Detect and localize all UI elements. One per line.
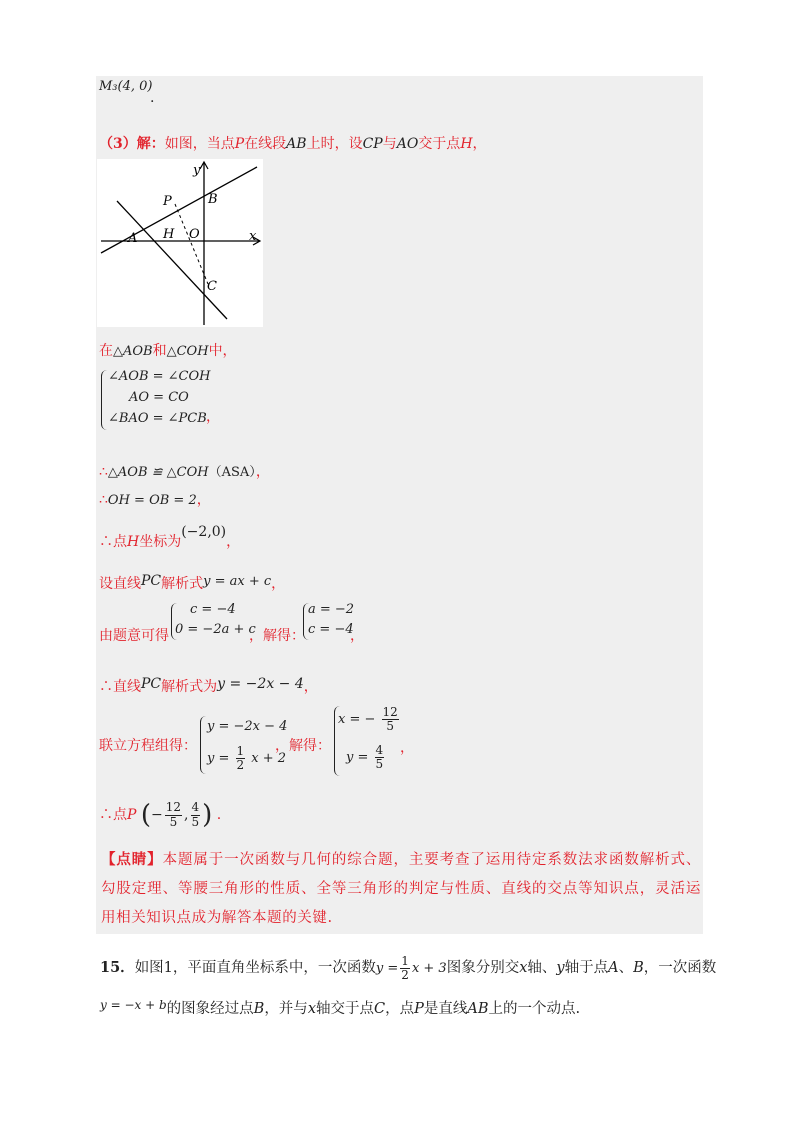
joint-solve: ，解得： bbox=[275, 738, 331, 754]
fromcond-eq1: c = −4 bbox=[190, 602, 236, 617]
problem15-text3: 轴、 bbox=[527, 960, 557, 977]
pcoord-frac2 bbox=[191, 801, 201, 828]
problem15-expr-post: x + 3 bbox=[411, 961, 447, 977]
pcline-line bbox=[99, 676, 318, 696]
setline-pc: PC bbox=[141, 573, 162, 589]
part3-text5: 交于点 bbox=[418, 136, 461, 152]
problem15-text4: 轴于点 bbox=[564, 960, 609, 977]
problem15-x: x bbox=[519, 960, 528, 977]
problem15-text6: 的图象经过点 bbox=[166, 1001, 254, 1017]
system1-eq1: ∠AOB = ∠COH bbox=[108, 369, 211, 384]
problem15-y: y bbox=[556, 960, 565, 977]
pcoord-therefore: ∴ bbox=[99, 807, 113, 823]
problem15-text10: 是直线 bbox=[423, 1001, 468, 1017]
fromcond-eq2: 0 = −2a + c bbox=[175, 622, 256, 637]
part3-intro bbox=[99, 133, 487, 153]
tri-pre: 在 bbox=[99, 343, 113, 359]
pcline-therefore: ∴ bbox=[99, 679, 113, 695]
fromcond-sol2: c = −4 bbox=[308, 622, 354, 637]
label-x: x bbox=[249, 229, 257, 244]
part3-p: P bbox=[234, 136, 245, 152]
congruent-expr: △AOB ≌ △COH bbox=[107, 465, 209, 480]
problem15-b2: B bbox=[253, 1001, 265, 1017]
comment-paragraph bbox=[101, 845, 701, 933]
problem15-ab: AB bbox=[467, 1001, 489, 1017]
system1-brace bbox=[101, 370, 108, 430]
tri-mid: 和 bbox=[152, 343, 167, 359]
setline-line bbox=[99, 573, 285, 593]
joint-sol1 bbox=[338, 706, 401, 733]
line-ac bbox=[117, 201, 227, 319]
problem15-c: C bbox=[374, 1001, 386, 1017]
hcoord-coord: (−2,0) bbox=[181, 524, 227, 540]
geometry-figure bbox=[97, 159, 263, 327]
problem15-expr: y = $\frac{1}{2}$ x + 3 bbox=[375, 954, 447, 983]
hcoord-end: ， bbox=[226, 534, 241, 550]
pcline-text2: 解析式为 bbox=[161, 679, 218, 695]
pcoord-den1: 5 bbox=[169, 814, 178, 829]
fromcond-solve: ，解得： bbox=[249, 628, 305, 644]
tri-post: 中， bbox=[208, 343, 237, 359]
pcoord-num1: 12 bbox=[165, 800, 182, 815]
setline-end: ， bbox=[271, 576, 286, 592]
hcoord-therefore: ∴ bbox=[99, 534, 113, 550]
problem15-text9: ，点 bbox=[385, 1001, 415, 1017]
hcoord-text2: 坐标为 bbox=[139, 534, 182, 550]
joint-sol2-den: 5 bbox=[375, 757, 384, 772]
m3-text: M₃(4, 0) bbox=[99, 79, 153, 94]
joint-brace1 bbox=[200, 716, 206, 774]
problem15-text2: 图象分别交 bbox=[446, 960, 520, 977]
fromcond-end: ， bbox=[350, 628, 364, 644]
problem15-frac-den: 2 bbox=[401, 968, 409, 983]
pcline-end: ， bbox=[303, 679, 318, 695]
problem15-frac-num: 1 bbox=[401, 954, 409, 968]
pcoord-value: (− $\frac{12}{5}$ , $\frac{4}{5}$ ) bbox=[140, 800, 213, 830]
part3-end: ， bbox=[472, 136, 487, 152]
problem15-line2 bbox=[100, 997, 704, 1018]
part3-text2: 在线段 bbox=[244, 136, 287, 152]
fromcond-sol1: a = −2 bbox=[308, 602, 355, 617]
joint-sol1-pre: x = − bbox=[338, 712, 376, 728]
congruent-line bbox=[99, 461, 270, 481]
fromcond-text: 由题意可得 bbox=[99, 628, 169, 644]
pcline-pc: PC bbox=[141, 676, 162, 692]
setline-text2: 解析式 bbox=[161, 576, 204, 592]
system1-eq2: AO = CO bbox=[129, 390, 189, 405]
joint-sol2-pre: y = bbox=[346, 750, 369, 766]
pcoord-rparen: ) bbox=[202, 800, 213, 830]
pcoord-frac1 bbox=[165, 801, 182, 828]
joint-eq2-post: x + 2 bbox=[251, 751, 287, 767]
joint-eq2-den: 2 bbox=[236, 758, 245, 773]
label-c: C bbox=[207, 279, 217, 294]
problem15-text1: 如图1，平面直角坐标系中，一次函数 bbox=[134, 960, 376, 977]
pcoord-lparen: ( bbox=[140, 800, 152, 830]
problem15-a: A bbox=[608, 960, 619, 977]
problem15-line2-expr: y = −x + b bbox=[100, 998, 167, 1012]
label-a: A bbox=[128, 231, 138, 246]
geometry-svg bbox=[97, 159, 263, 327]
problem15-line1 bbox=[100, 954, 717, 983]
comment-text: 本题属于一次函数与几何的综合题，主要考查了运用待定系数法求函数解析式、勾股定理、等腰三角形的性质、全等三角形的判定与性质、直线的交点等知识点，灵活运用相关知识点成为解答本题的关键. bbox=[101, 852, 702, 926]
part3-ab: AB bbox=[286, 136, 307, 152]
label-o: O bbox=[189, 227, 200, 242]
label-y: y bbox=[193, 163, 201, 178]
part3-cp: CP bbox=[362, 136, 383, 152]
hcoord-text: 点 bbox=[113, 534, 127, 550]
m3-point bbox=[99, 79, 152, 94]
tri-coh: △COH bbox=[166, 344, 209, 359]
part3-label: （3）解： bbox=[99, 136, 165, 152]
label-b: B bbox=[208, 192, 218, 207]
part3-h: H bbox=[460, 136, 473, 152]
pcoord-line bbox=[99, 800, 221, 830]
part3-text3: 上时，设 bbox=[306, 136, 363, 152]
pcoord-p: P bbox=[127, 807, 137, 823]
pcoord-end: . bbox=[216, 807, 222, 823]
oh-therefore: ∴ bbox=[99, 492, 108, 508]
problem15-sep: 、 bbox=[618, 960, 634, 977]
system1-end: ， bbox=[206, 409, 220, 425]
line-pc-dashed bbox=[175, 204, 208, 284]
congruent-end: ， bbox=[255, 464, 270, 480]
comment-tag: 【点睛】 bbox=[101, 851, 163, 868]
pcoord-num2: 4 bbox=[191, 800, 200, 815]
setline-text: 设直线 bbox=[99, 576, 141, 592]
joint-sol2-num: 4 bbox=[375, 743, 384, 757]
m3-dot: . bbox=[150, 90, 155, 106]
joint-sol2-frac bbox=[375, 744, 385, 771]
oh-end: ， bbox=[196, 492, 211, 508]
oh-line bbox=[99, 489, 211, 509]
problem15-text5: ，一次函数 bbox=[643, 960, 717, 977]
problem15-number: 15． bbox=[100, 959, 135, 977]
problem15-text8: 轴交于点 bbox=[316, 1001, 374, 1017]
congruent-reason: （ASA） bbox=[208, 465, 256, 480]
joint-sol2 bbox=[346, 744, 386, 771]
problem15-b: B bbox=[633, 960, 644, 977]
problem15-x2: x bbox=[307, 1001, 316, 1017]
label-h: H bbox=[163, 227, 175, 242]
pcline-expr: y = −2x − 4 bbox=[217, 676, 304, 692]
hcoord-line bbox=[99, 524, 241, 551]
oh-expr: OH = OB = 2 bbox=[107, 493, 197, 508]
system1-eq3: ∠BAO = ∠PCB bbox=[108, 411, 207, 426]
joint-sol1-frac bbox=[382, 706, 399, 733]
joint-eq2-frac bbox=[236, 745, 246, 772]
joint-sol1-num: 12 bbox=[382, 705, 398, 719]
label-p: P bbox=[163, 194, 172, 209]
pcline-text: 直线 bbox=[113, 679, 141, 695]
part3-ao: AO bbox=[396, 136, 419, 152]
line-ab bbox=[101, 167, 257, 253]
hcoord-h: H bbox=[127, 534, 140, 550]
joint-eq2-pre: y = bbox=[207, 751, 230, 767]
congruent-therefore: ∴ bbox=[99, 464, 108, 480]
joint-eq2-num: 1 bbox=[236, 744, 245, 758]
pcoord-den2: 5 bbox=[191, 814, 200, 829]
problem15-frac bbox=[400, 955, 410, 982]
part3-text1: 如图，当点 bbox=[164, 136, 235, 152]
part3-text4: 与 bbox=[382, 136, 397, 152]
tri-aob: △AOB bbox=[113, 344, 153, 359]
joint-sol1-den: 5 bbox=[386, 719, 394, 734]
joint-text: 联立方程组得： bbox=[99, 738, 197, 754]
pcoord-text: 点 bbox=[113, 807, 127, 823]
problem15-text11: 上的一个动点. bbox=[488, 1001, 581, 1017]
problem15-p: P bbox=[414, 1001, 424, 1017]
setline-expr: y = ax + c bbox=[203, 574, 272, 589]
joint-eq1: y = −2x − 4 bbox=[207, 719, 288, 734]
triangles-line bbox=[99, 340, 237, 360]
joint-end: ， bbox=[400, 740, 414, 756]
problem15-text7: ，并与 bbox=[264, 1001, 308, 1017]
